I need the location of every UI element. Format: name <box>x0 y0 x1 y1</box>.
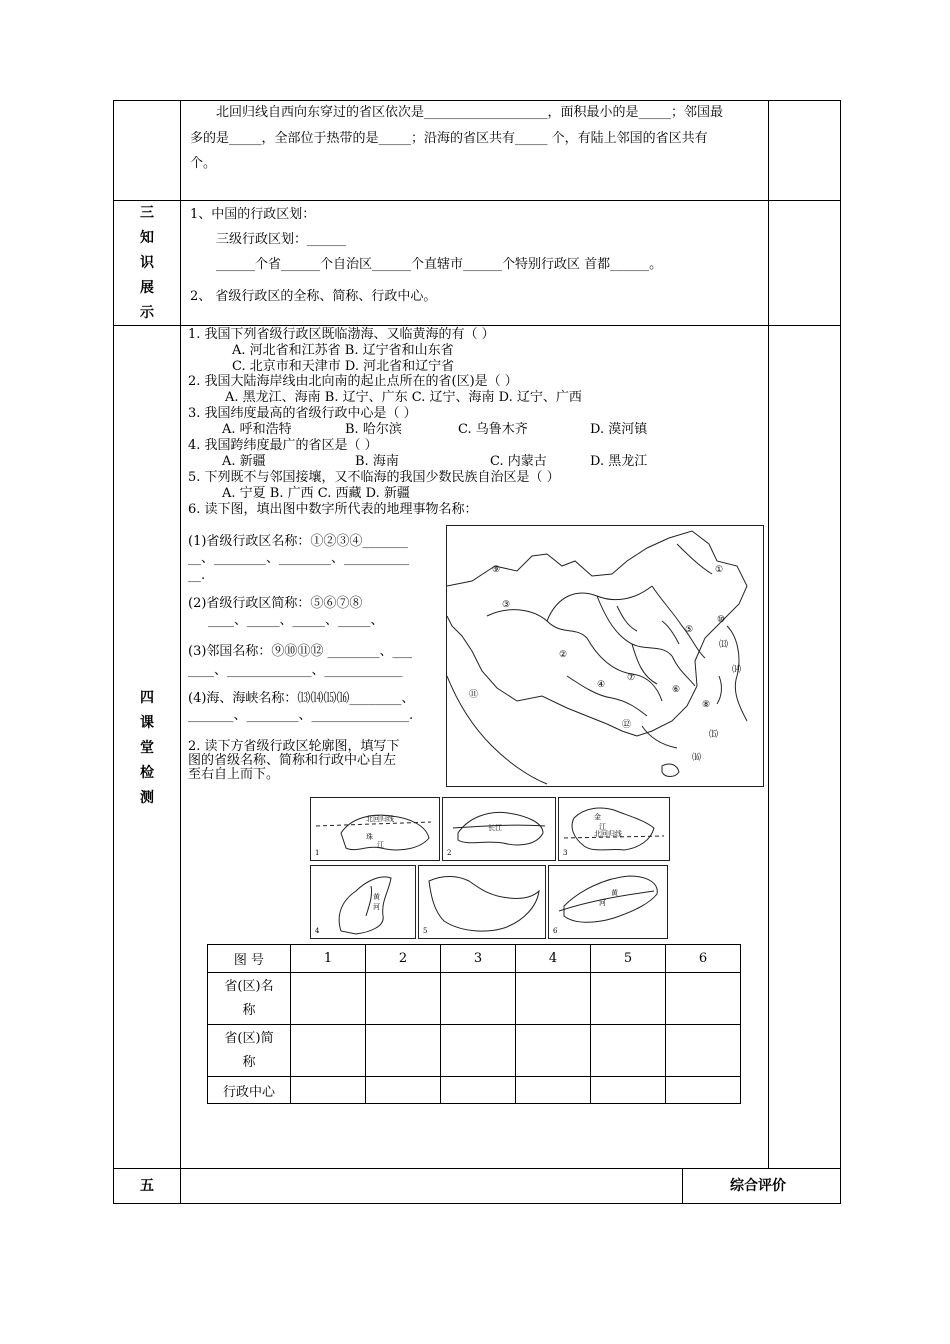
section4-label: 四 课 堂 检 测 <box>140 690 154 806</box>
map-num-6: ⑥ <box>672 685 681 695</box>
overall-evaluation-label: 综合评价 <box>730 1178 786 1194</box>
outline-panel-4 <box>310 865 416 939</box>
top-paragraph-line2: 多的是_____，全部位于热带的是_____；沿海的省区共有_____ 个，有陆上邻国的省区共有 <box>190 131 708 146</box>
question-4-option-a: A. 新疆 <box>222 454 266 469</box>
map-num-12: ⑫ <box>622 720 632 730</box>
answer-cell[interactable] <box>441 1077 516 1104</box>
panel-2-label-changjiang: 长江 <box>488 824 502 832</box>
answer-cell[interactable] <box>366 973 441 1025</box>
section3-label: 三 知 识 展 示 <box>140 205 154 321</box>
fill-3-line-b: ____、_____________、____________ <box>188 663 403 678</box>
panel-3-label-jiang: 江 <box>599 823 606 831</box>
panel-4-label-huang: 黄 <box>373 893 380 901</box>
section5-label: 五 <box>140 1178 154 1194</box>
fill-2-line-b: ____、_____、_____、_____、 <box>208 613 384 628</box>
panel-4-label-he: 河 <box>373 903 380 911</box>
answer-table-header-col: 2 <box>366 945 441 973</box>
table-top-border <box>113 100 841 101</box>
answer-table-header-col: 4 <box>516 945 591 973</box>
question-2: 2. 我国大陆海岸线由北向南的起止点所在的省(区)是（ ） <box>188 374 518 389</box>
map-num-16: ⒃ <box>692 753 702 763</box>
answer-table-row <box>208 973 741 1025</box>
table-right-border <box>840 100 841 1204</box>
map-num-4: ④ <box>597 680 606 690</box>
outline-panel-2 <box>442 797 556 861</box>
content-column-divider <box>768 100 769 1169</box>
answer-table-header-col: 5 <box>591 945 666 973</box>
top-paragraph-line1: 北回归线自西向东穿过的省区依次是___________________，面积最小的是_____；邻国最 <box>216 105 724 120</box>
fill-2-line-a: (2)省级行政区简称：⑤⑥⑦⑧ <box>188 596 363 611</box>
answer-cell[interactable] <box>666 1077 741 1104</box>
panel-6-label-he: 河 <box>599 899 606 907</box>
question-4-option-d: D. 黑龙江 <box>590 454 648 469</box>
panel-2-number: 2 <box>447 849 452 857</box>
map-num-13: ⒀ <box>719 640 729 650</box>
question-5: 5. 下列既不与邻国接壤，又不临海的我国少数民族自治区是（ ） <box>188 470 560 485</box>
part2-line-a: 2. 读下方省级行政区轮廓图，填写下 <box>188 739 400 754</box>
question-4-option-c: C. 内蒙古 <box>490 454 547 469</box>
question-3: 3. 我国纬度最高的省级行政中心是（ ） <box>188 406 417 421</box>
answer-cell[interactable] <box>591 1077 666 1104</box>
section3-item2: 2、 省级行政区的全称、简称、行政中心。 <box>190 289 437 304</box>
map-num-10: ⑩ <box>717 615 726 625</box>
map-num-3: ③ <box>502 600 511 610</box>
top-paragraph-line3: 个。 <box>190 156 217 171</box>
answer-cell[interactable] <box>291 1077 366 1104</box>
answer-cell[interactable] <box>441 1025 516 1077</box>
question-3-option-a: A. 呼和浩特 <box>222 422 292 437</box>
section3-item1: 1、中国的行政区划： <box>190 207 316 222</box>
panel-1-number: 1 <box>315 849 320 857</box>
question-3-option-c: C. 乌鲁木齐 <box>458 422 528 437</box>
map-num-9: ⑨ <box>492 565 501 575</box>
answer-cell[interactable] <box>591 973 666 1025</box>
panel-3-label-tropic: 北回归线 <box>594 830 622 838</box>
table-left-border <box>113 100 114 1204</box>
outline-panel-1 <box>310 797 440 861</box>
answer-cell[interactable] <box>366 1077 441 1104</box>
outline-panel-5 <box>418 865 546 939</box>
label-column-divider <box>180 100 181 1204</box>
panel-6-number: 6 <box>553 927 558 935</box>
question-4-option-b: B. 海南 <box>355 454 399 469</box>
answer-table-row-label: 行政中心 <box>208 1077 291 1104</box>
china-map-figure <box>446 525 764 787</box>
section3-item1-fill: ______个省______个自治区______个直辖市______个特别行政区 首都______。 <box>216 257 663 272</box>
panel-1-label-zhu: 珠 <box>366 833 373 841</box>
answer-cell[interactable] <box>516 1025 591 1077</box>
fill-3-line-a: (3)邻国名称：⑨⑩⑪⑫ ________、___ <box>188 644 413 659</box>
question-1-options-ab: A. 河北省和江苏省 B. 辽宁省和山东省 <box>232 343 454 358</box>
answer-table-row-label: 省(区)简 称 <box>208 1025 291 1077</box>
answer-table-row <box>208 1077 741 1104</box>
panel-4-number: 4 <box>315 927 320 935</box>
answer-cell[interactable] <box>441 973 516 1025</box>
table-bottom-border <box>113 1203 841 1204</box>
answer-table <box>207 944 741 1104</box>
panel-5-number: 5 <box>423 927 428 935</box>
answer-table-header-col: 6 <box>666 945 741 973</box>
question-2-options: A. 黑龙江、海南 B. 辽宁、广东 C. 辽宁、海南 D. 辽宁、广西 <box>225 390 582 405</box>
fill-4-line-b: _______、________、_______________. <box>188 708 414 723</box>
question-5-options: A. 宁夏 B. 广西 C. 西藏 D. 新疆 <box>222 486 410 501</box>
answer-cell[interactable] <box>666 1025 741 1077</box>
map-num-14: ⒁ <box>732 665 742 675</box>
row-divider-1 <box>113 200 841 201</box>
part2-line-c: 至右自上而下。 <box>188 767 280 782</box>
panel-1-label-jiang: 江 <box>377 841 384 849</box>
question-4: 4. 我国跨纬度最广的省区是（ ） <box>188 438 378 453</box>
answer-cell[interactable] <box>591 1025 666 1077</box>
row-divider-3 <box>113 1168 841 1169</box>
section3-item1-sub: 三级行政区划：______ <box>216 232 347 247</box>
answer-cell[interactable] <box>516 1077 591 1104</box>
outline-panel-3 <box>558 797 670 861</box>
outline-panel-6 <box>548 865 668 939</box>
question-1: 1. 我国下列省级行政区既临渤海、又临黄海的有（ ） <box>188 327 495 342</box>
fill-1-line-a: (1)省级行政区名称：①②③④_______ <box>188 534 408 549</box>
panel-3-number: 3 <box>563 849 568 857</box>
map-num-2: ② <box>559 650 568 660</box>
panel-6-label-huang: 黄 <box>611 889 618 897</box>
map-num-5: ⑤ <box>685 625 694 635</box>
question-3-option-b: B. 哈尔滨 <box>345 422 402 437</box>
answer-cell[interactable] <box>291 973 366 1025</box>
fill-1-line-c: __. <box>188 568 206 583</box>
answer-table-row <box>208 1025 741 1077</box>
question-6: 6. 读下图，填出图中数字所代表的地理事物名称： <box>188 502 478 517</box>
evaluation-divider <box>682 1168 683 1204</box>
answer-cell[interactable] <box>666 973 741 1025</box>
answer-cell[interactable] <box>516 973 591 1025</box>
question-3-option-d: D. 漠河镇 <box>590 422 648 437</box>
question-1-options-cd: C. 北京市和天津市 D. 河北省和辽宁省 <box>232 359 455 374</box>
answer-cell[interactable] <box>366 1025 441 1077</box>
answer-table-header-label: 图 号 <box>208 945 291 973</box>
row-divider-2 <box>113 325 841 326</box>
map-num-7: ⑦ <box>627 673 636 683</box>
answer-cell[interactable] <box>291 1025 366 1077</box>
fill-1-line-b: __、________、________、__________ <box>188 551 410 566</box>
answer-table-row-label: 省(区)名 称 <box>208 973 291 1025</box>
part2-line-b: 图的省级名称、简称和行政中心自左 <box>188 753 397 768</box>
answer-table-header-row <box>208 945 741 973</box>
map-num-8: ⑧ <box>702 700 711 710</box>
answer-table-header-col: 1 <box>291 945 366 973</box>
map-num-1: ① <box>715 565 724 575</box>
map-num-11: ⑪ <box>469 690 479 700</box>
panel-1-label-tropic: 北回归线 <box>366 815 394 823</box>
answer-table-header-col: 3 <box>441 945 516 973</box>
panel-3-label-jin: 金 <box>594 813 601 821</box>
fill-4-line-a: (4)海、海峡名称：⒀⒁⒂⒃________、 <box>188 691 415 706</box>
map-num-15: ⒂ <box>709 730 719 740</box>
